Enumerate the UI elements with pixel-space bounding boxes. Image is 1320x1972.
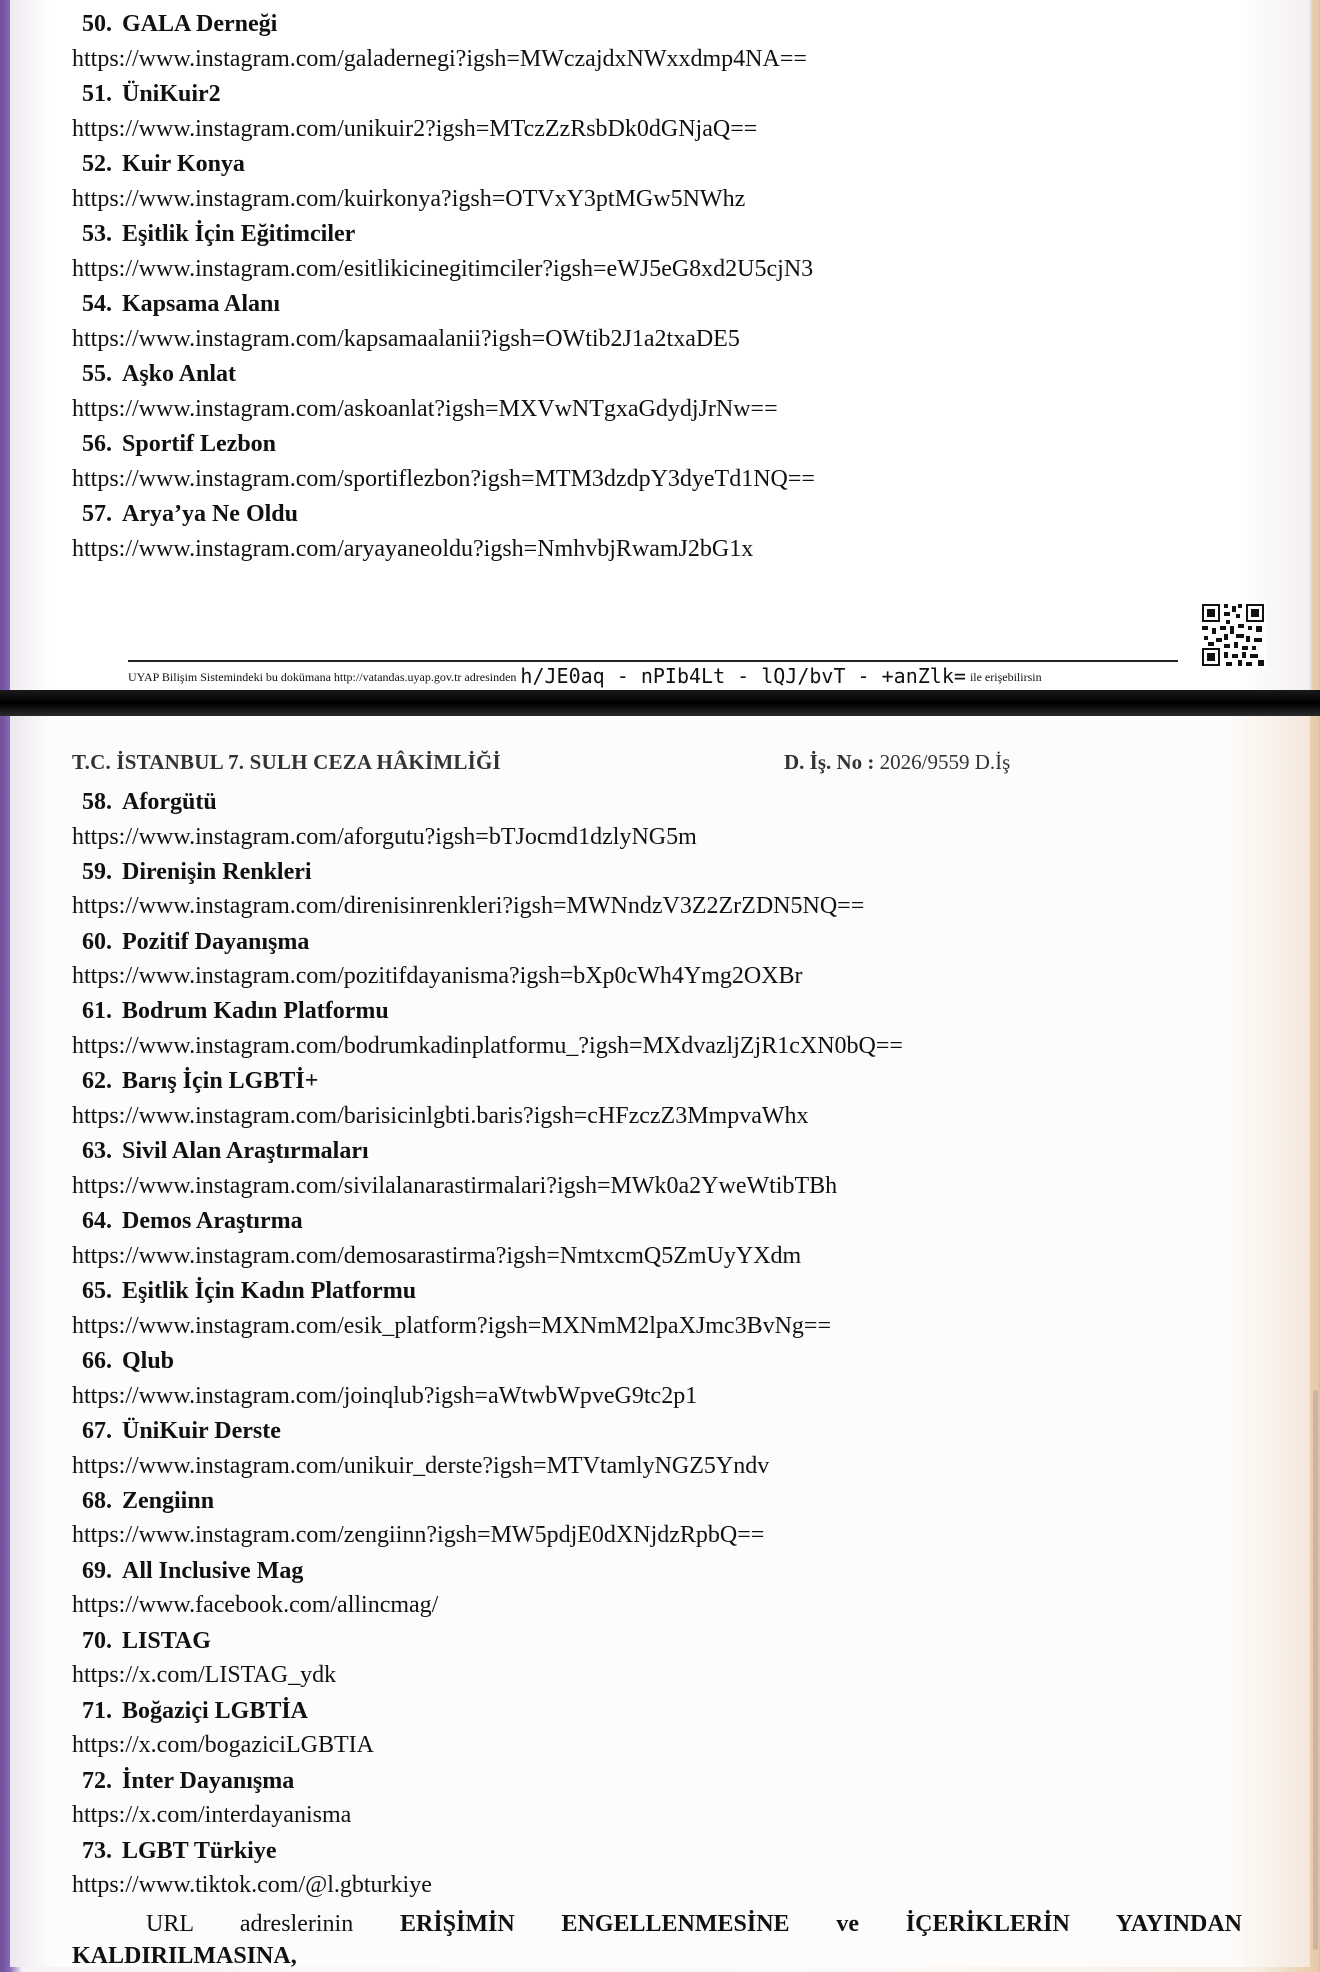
entry-url[interactable]: https://www.instagram.com/direnisinrenkleri?igsh=MWNndzV3Z2ZrZDN5NQ== <box>72 893 865 919</box>
entry-title <box>82 1347 174 1375</box>
entry-number: 70. <box>82 1628 112 1654</box>
page-separator <box>0 690 1320 716</box>
entry-title <box>82 788 217 816</box>
entry-number: 51. <box>82 81 112 107</box>
entry-title <box>82 1207 303 1235</box>
entry-name: Kuir Konya <box>122 151 245 177</box>
entry-url[interactable]: https://x.com/interdayanisma <box>72 1802 352 1828</box>
entry-number: 68. <box>82 1488 112 1514</box>
entry-url[interactable]: https://www.tiktok.com/@l.gbturkiye <box>72 1872 432 1898</box>
entry-number: 55. <box>82 361 112 387</box>
entry-name: Arya’ya Ne Oldu <box>122 501 298 527</box>
entry-number: 66. <box>82 1348 112 1374</box>
ruling-lead: URL adreslerinin <box>146 1911 354 1937</box>
entry-url[interactable]: https://www.instagram.com/unikuir_derste?igsh=MTVtamlyNGZ5Yndv <box>72 1453 770 1479</box>
footer-prefix: UYAP Bilişim Sistemindeki bu dokümana http://vatandas.uyap.gov.tr adresinden <box>128 670 517 684</box>
entry-number: 59. <box>82 859 112 885</box>
entry-number: 53. <box>82 221 112 247</box>
entry-title <box>82 1557 303 1585</box>
entry-name: Eşitlik İçin Kadın Platformu <box>122 1278 417 1304</box>
case-number <box>784 748 1010 776</box>
footer-divider <box>128 660 1178 662</box>
entry-number: 69. <box>82 1558 112 1584</box>
scrollbar-thumb[interactable] <box>1313 1390 1318 1950</box>
entry-number: 50. <box>82 11 112 37</box>
entry-name: Barış İçin LGBTİ+ <box>122 1068 319 1094</box>
case-number-value: 2026/9559 D.İş <box>879 750 1011 774</box>
entry-title <box>82 997 389 1025</box>
entry-title <box>82 1767 294 1795</box>
entry-url[interactable]: https://www.instagram.com/zengiinn?igsh=MW5pdjE0dXNjdzRpbQ== <box>72 1522 765 1548</box>
court-header: T.C. İSTANBUL 7. SULH CEZA HÂKİMLİĞİ <box>72 750 501 774</box>
entry-url[interactable]: https://x.com/bogaziciLGBTIA <box>72 1732 374 1758</box>
verification-code: h/JE0aq - nPIb4Lt - lQJ/bvT - +anZlk= <box>520 664 966 688</box>
entry-number: 61. <box>82 998 112 1024</box>
entry-title <box>82 290 280 318</box>
entry-url[interactable]: https://www.instagram.com/sportiflezbon?igsh=MTM3dzdpY3dyeTd1NQ== <box>72 466 815 492</box>
entry-url[interactable]: https://www.instagram.com/aforgutu?igsh=bTJocmd1dzlyNG5m <box>72 824 697 850</box>
entry-url[interactable]: https://www.facebook.com/allincmag/ <box>72 1592 439 1618</box>
entry-title <box>82 360 236 388</box>
entry-name: Direnişin Renkleri <box>122 859 312 885</box>
entry-name: LGBT Türkiye <box>122 1838 277 1864</box>
entry-name: Aforgütü <box>122 789 217 815</box>
entry-url[interactable]: https://www.instagram.com/barisicinlgbti.baris?igsh=cHFzczZ3MmpvaWhx <box>72 1103 809 1129</box>
entry-number: 60. <box>82 929 112 955</box>
entry-number: 64. <box>82 1208 112 1234</box>
entry-url[interactable]: https://www.instagram.com/kapsamaalanii?igsh=OWtib2J1a2txaDE5 <box>72 326 740 352</box>
entry-name: Boğaziçi LGBTİA <box>122 1698 309 1724</box>
entry-name: Eşitlik İçin Eğitimciler <box>122 221 356 247</box>
entry-url[interactable]: https://www.instagram.com/joinqlub?igsh=aWtwbWpveG9tc2p1 <box>72 1383 698 1409</box>
entry-title <box>82 1697 308 1725</box>
entry-url[interactable]: https://www.instagram.com/sivilalanarastirmalari?igsh=MWk0a2YweWtibTBh <box>72 1173 838 1199</box>
entry-title <box>82 500 298 528</box>
footer-verification-note <box>128 665 1042 688</box>
entry-url[interactable]: https://x.com/LISTAG_ydk <box>72 1662 337 1688</box>
ruling-paragraph <box>72 1908 1242 1940</box>
entry-title <box>82 430 276 458</box>
entry-url[interactable]: https://www.instagram.com/unikuir2?igsh=MTczZzRsbDk0dGNjaQ== <box>72 116 758 142</box>
entry-name: ÜniKuir2 <box>122 81 221 107</box>
entry-title <box>82 1837 277 1865</box>
entry-url[interactable]: https://www.instagram.com/esitlikicinegitimciler?igsh=eWJ5eG8xd2U5cjN3 <box>72 256 814 282</box>
entry-name: Bodrum Kadın Platformu <box>122 998 389 1024</box>
qr-code-icon <box>1200 602 1266 668</box>
entry-title <box>82 1487 214 1515</box>
entry-number: 65. <box>82 1278 112 1304</box>
entry-name: Kapsama Alanı <box>122 291 281 317</box>
entry-number: 73. <box>82 1838 112 1864</box>
entry-title <box>82 150 245 178</box>
entry-number: 67. <box>82 1418 112 1444</box>
entry-title <box>82 80 221 108</box>
entry-name: Pozitif Dayanışma <box>122 929 310 955</box>
entry-url[interactable]: https://www.instagram.com/galadernegi?igsh=MWczajdxNWxxdmp4NA== <box>72 46 807 72</box>
entry-name: Qlub <box>122 1348 175 1374</box>
entry-number: 54. <box>82 291 112 317</box>
entry-name: Zengiinn <box>122 1488 215 1514</box>
entry-number: 71. <box>82 1698 112 1724</box>
entry-title <box>82 1417 281 1445</box>
entry-url[interactable]: https://www.instagram.com/pozitifdayanisma?igsh=bXp0cWh4Ymg2OXBr <box>72 963 803 989</box>
entry-name: Sivil Alan Araştırmaları <box>122 1138 369 1164</box>
entry-title <box>82 1067 318 1095</box>
entry-title <box>82 858 312 886</box>
entry-title <box>82 1277 416 1305</box>
case-number-label: D. İş. No : <box>784 750 875 774</box>
entry-name: All Inclusive Mag <box>122 1558 304 1584</box>
entry-title <box>82 220 355 248</box>
entry-url[interactable]: https://www.instagram.com/aryayaneoldu?igsh=NmhvbjRwamJ2bG1x <box>72 536 754 562</box>
entry-name: Demos Araştırma <box>122 1208 303 1234</box>
entry-number: 72. <box>82 1768 112 1794</box>
entry-number: 62. <box>82 1068 112 1094</box>
entry-name: İnter Dayanışma <box>122 1768 295 1794</box>
entry-url[interactable]: https://www.instagram.com/bodrumkadinplatformu_?igsh=MXdvazljZjR1cXN0bQ== <box>72 1033 903 1059</box>
footer-suffix: ile erişebilirsin <box>969 670 1042 684</box>
entry-url[interactable]: https://www.instagram.com/esik_platform?igsh=MXNmM2lpaXJmc3BvNg== <box>72 1313 831 1339</box>
entry-number: 57. <box>82 501 112 527</box>
entry-number: 52. <box>82 151 112 177</box>
entry-url[interactable]: https://www.instagram.com/kuirkonya?igsh=OTVxY3ptMGw5NWhz <box>72 186 746 212</box>
entry-number: 63. <box>82 1138 112 1164</box>
entry-url[interactable]: https://www.instagram.com/askoanlat?igsh=MXVwNTgxaGdydjJrNw== <box>72 396 778 422</box>
entry-title <box>82 928 309 956</box>
entry-number: 58. <box>82 789 112 815</box>
ruling-decision: ERİŞİMİN ENGELLENMESİNE ve İÇERİKLERİN YAYINDAN <box>400 1911 1242 1937</box>
entry-name: GALA Derneği <box>122 11 278 37</box>
entry-number: 56. <box>82 431 112 457</box>
entry-name: LISTAG <box>122 1628 211 1654</box>
ruling-continuation: KALDIRILMASINA, <box>72 1943 297 1969</box>
entry-url[interactable]: https://www.instagram.com/demosarastirma?igsh=NmtxcmQ5ZmUyYXdm <box>72 1243 802 1269</box>
entry-title <box>82 10 277 38</box>
entry-name: Aşko Anlat <box>122 361 237 387</box>
entry-title <box>82 1137 369 1165</box>
entry-title <box>82 1627 211 1655</box>
entry-name: ÜniKuir Derste <box>122 1418 281 1444</box>
entry-name: Sportif Lezbon <box>122 431 277 457</box>
